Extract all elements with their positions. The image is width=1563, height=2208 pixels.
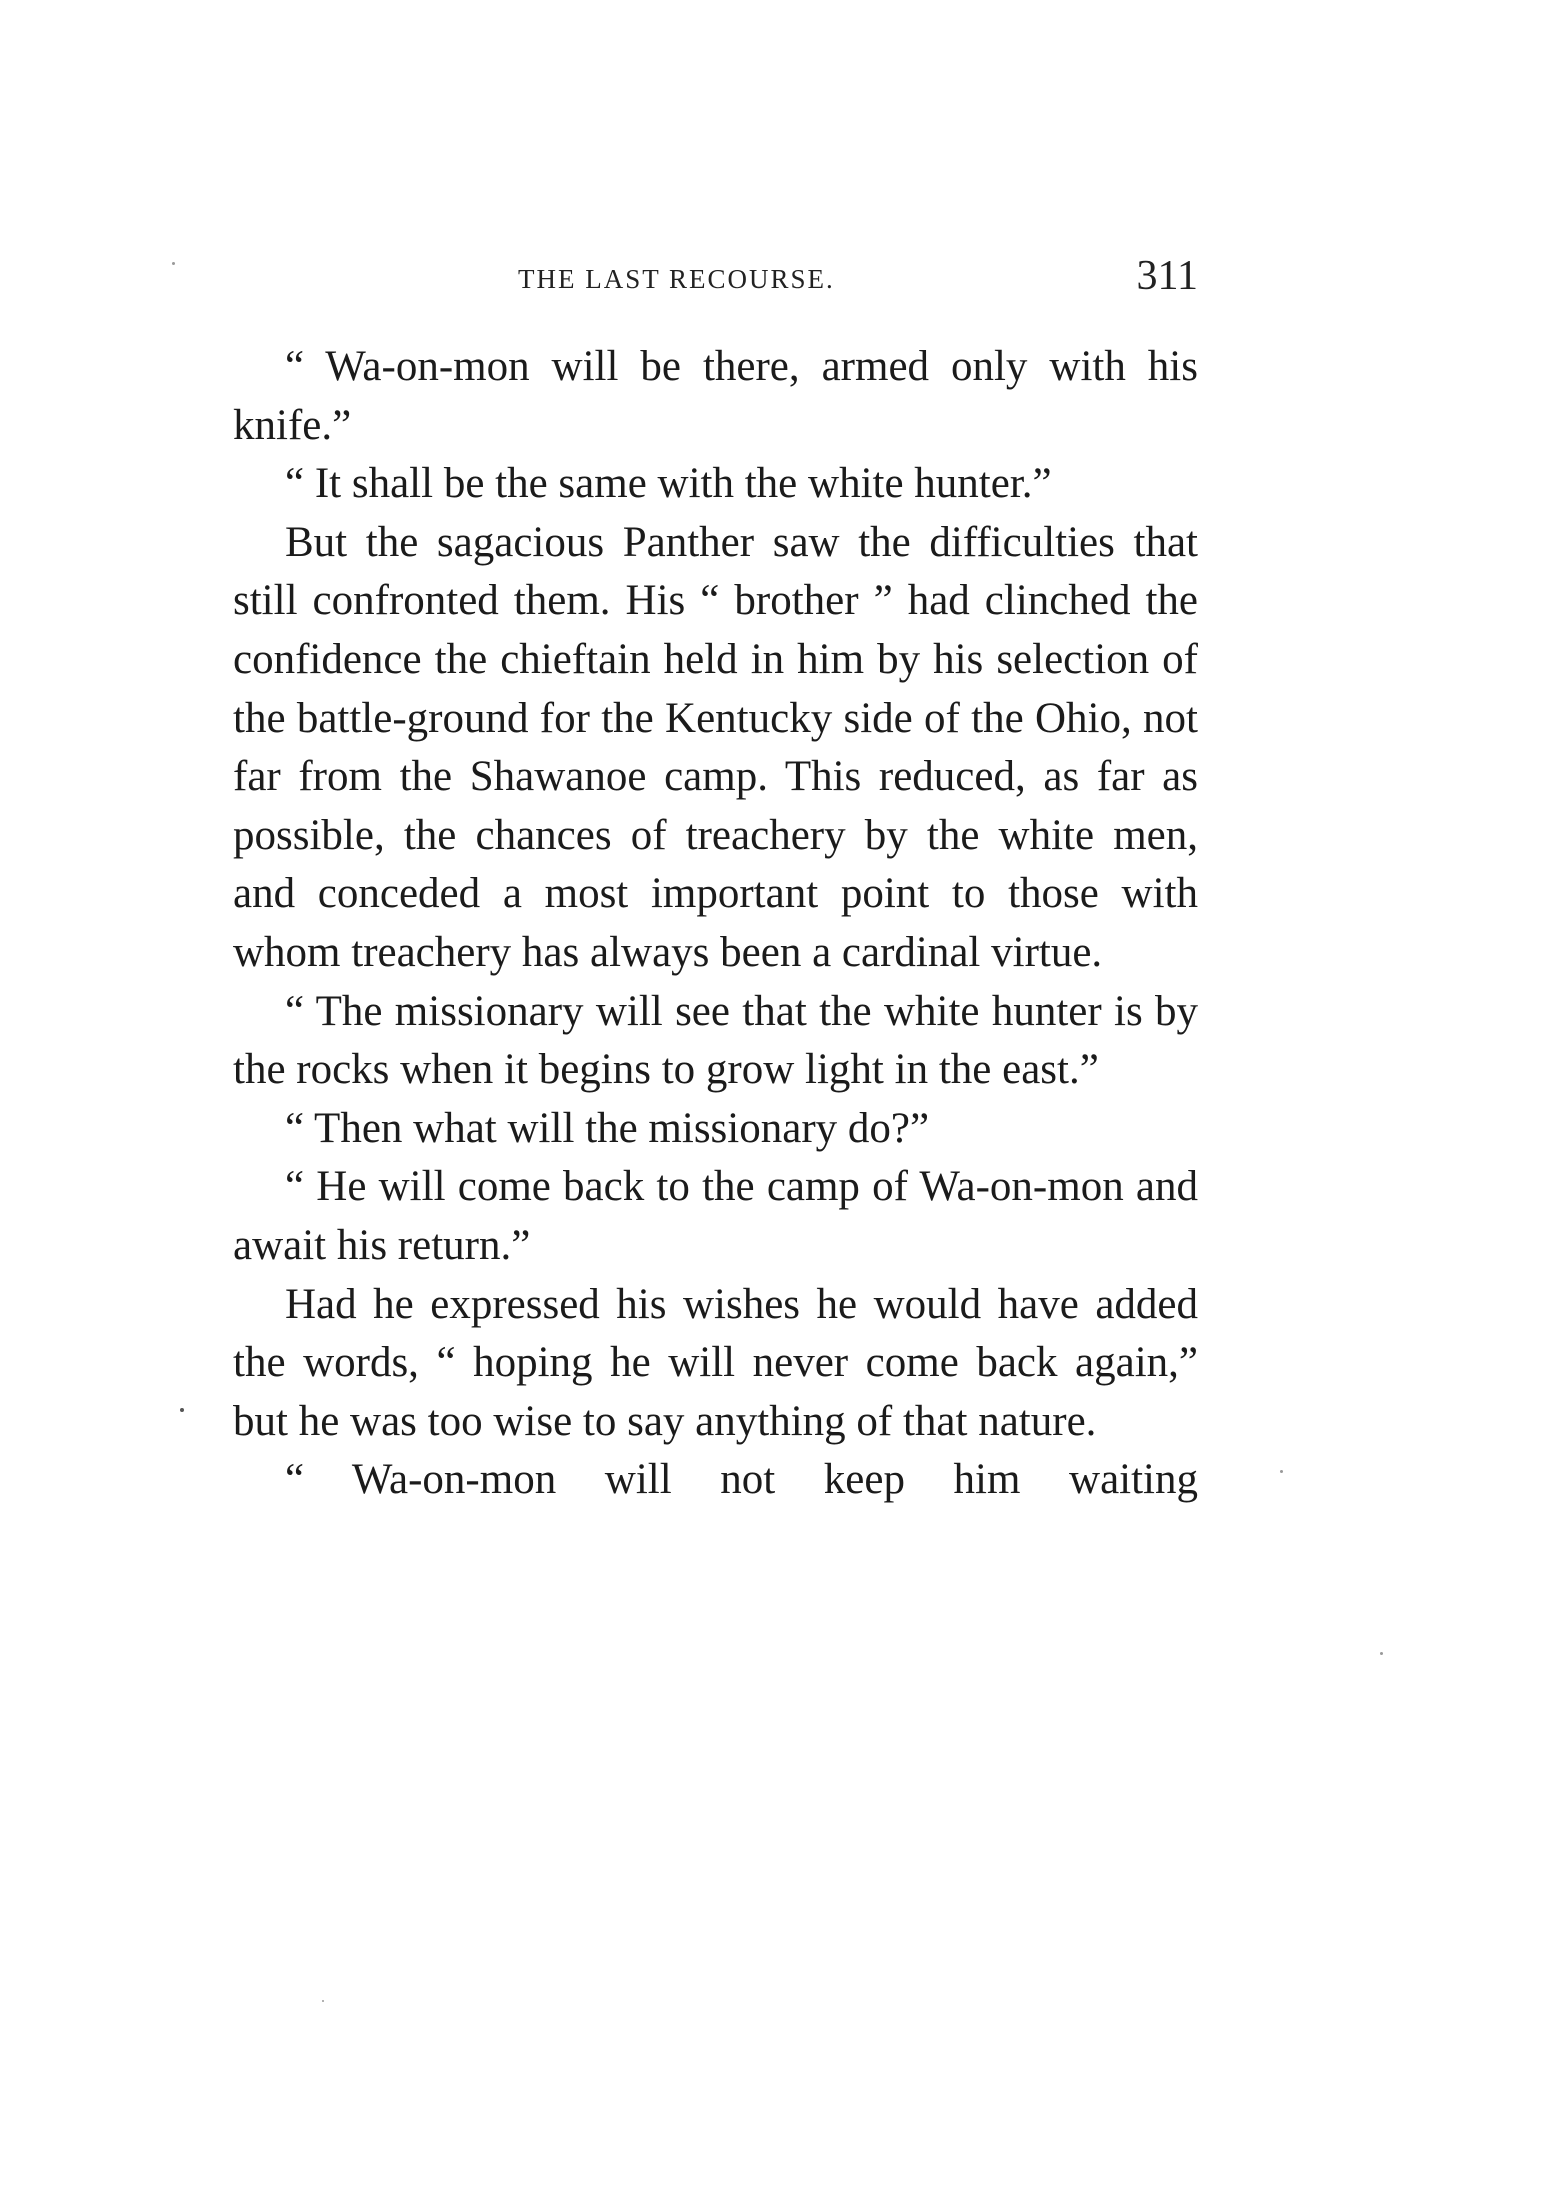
paragraph-missionary-question: “ Then what will the missionary do?” [285, 1104, 930, 1152]
paragraph-white-hunter: “ It shall be the same with the white hunter.” [285, 460, 1052, 508]
paragraph-not-keep-waiting: “ Wa-on-mon will not keep him waiting [285, 1456, 1198, 1504]
paragraph-come-back: “ He will come back to the camp of Wa-on-mon and await his return.” [233, 1163, 1198, 1269]
body-text [233, 338, 1198, 1510]
paper-speck [1280, 1470, 1283, 1473]
paper-speck [322, 2000, 324, 2002]
paper-speck [172, 262, 175, 265]
paper-speck [1380, 1652, 1383, 1655]
paragraph-panther-difficulties: But the sagacious Panther saw the difficulties that still confronted them. His “ brother ” had clinched the confidence the chieftain held in him by his selection of the battle-ground for the Kentucky side of the Ohio, not far from the Shawanoe camp. This reduced, as far as possible, the chances of treachery by the white men, and conceded a most important point to those with whom treachery has always been a cardinal virtue. [233, 518, 1198, 976]
paper-speck [180, 1408, 184, 1412]
paragraph-wishes: Had he expressed his wishes he would have added the words, “ hoping he will never come back again,” but he was too wise to say anything of that nature. [233, 1280, 1198, 1445]
paragraph-missionary-rocks: “ The missionary will see that the white hunter is by the rocks when it begins to grow light in the east.” [233, 987, 1198, 1094]
paragraph-waonmon-armed: “ Wa-on-mon will be there, armed only with his knife.” [233, 343, 1198, 449]
running-head [233, 250, 1198, 310]
running-title: THE LAST RECOURSE. [518, 264, 835, 294]
page-number: 311 [1136, 253, 1198, 299]
